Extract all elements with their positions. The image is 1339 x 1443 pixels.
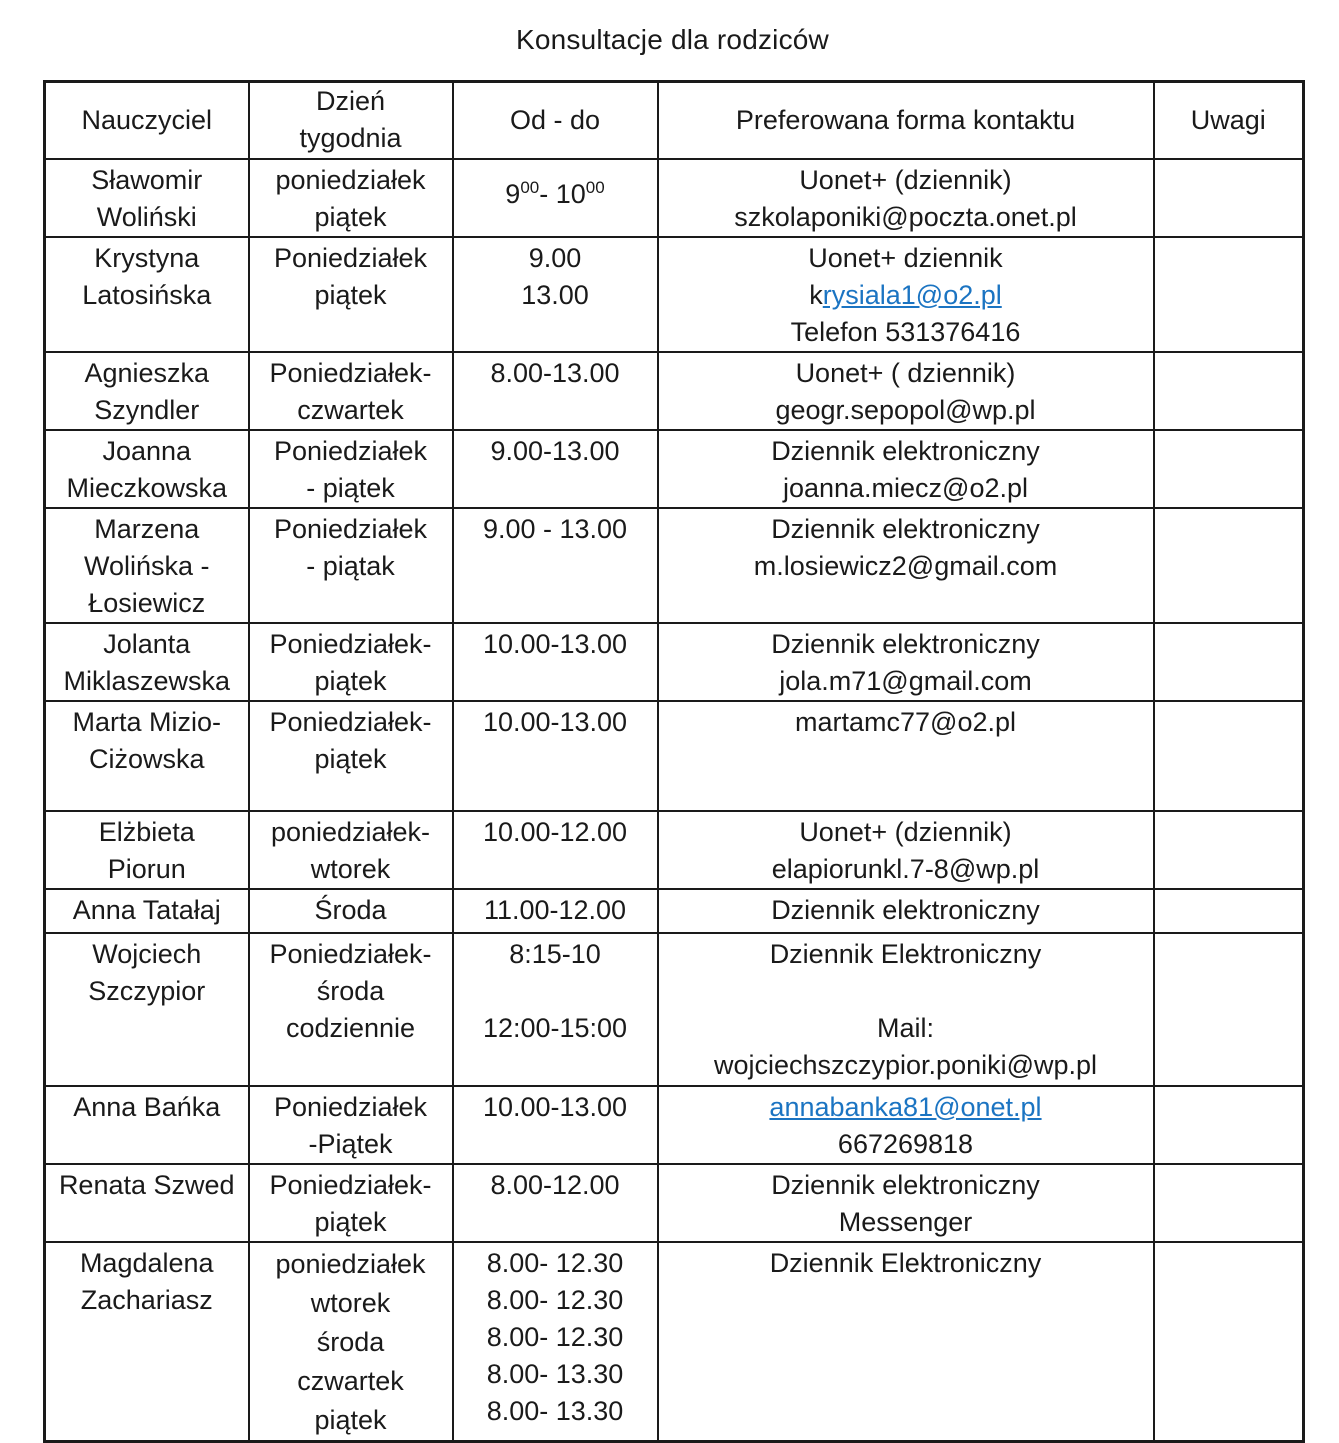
text-segment: Telefon 531376416	[790, 316, 1021, 347]
text-segment: elapiorunkl.7-8@wp.pl	[771, 853, 1040, 884]
text-segment: 8.00- 12.30	[486, 1321, 624, 1352]
table-body	[45, 159, 1304, 1442]
text-segment: Dziennik Elektroniczny	[769, 1247, 1042, 1278]
cell-notes	[1154, 237, 1304, 352]
cell-contact	[658, 508, 1154, 623]
cell-notes	[1154, 352, 1304, 430]
email-link[interactable]: annabanka81@onet.pl	[769, 1091, 1042, 1122]
text-segment: Poniedziałek-	[269, 938, 432, 969]
cell-contact	[658, 430, 1154, 508]
text-segment: Poniedziałek-	[269, 357, 432, 388]
cell-contact	[658, 352, 1154, 430]
header-label: Nauczyciel	[81, 104, 213, 135]
text-segment: martamc77@o2.pl	[795, 706, 1016, 737]
cell-contact	[658, 1164, 1154, 1242]
text-segment: Uonet+ ( dziennik)	[795, 357, 1016, 388]
text-segment: Szyndler	[94, 394, 200, 425]
text-segment: Dziennik elektroniczny	[771, 628, 1040, 659]
cell-day	[249, 811, 453, 889]
text-segment: czwartek	[297, 1365, 404, 1396]
text-segment: Środa	[314, 894, 387, 925]
cell-time	[453, 933, 658, 1086]
cell-name	[45, 933, 249, 1086]
text-segment: 11.00-12.00	[483, 894, 627, 925]
text-segment: Poniedziałek-	[269, 1169, 432, 1200]
text-segment: 10.00-13.00	[482, 628, 628, 659]
text-segment: 9.00	[528, 242, 582, 273]
table-row	[45, 352, 1304, 430]
page-title: Konsultacje dla rodziców	[516, 24, 829, 55]
column-header-time	[453, 82, 658, 159]
table-row	[45, 889, 1304, 933]
table-header	[45, 82, 1304, 159]
text-segment: Messenger	[838, 1206, 973, 1237]
text-segment: Latosińska	[82, 279, 212, 310]
text-segment: Krystyna	[94, 242, 200, 273]
table-row	[45, 430, 1304, 508]
text-segment: Dziennik elektroniczny	[771, 1169, 1040, 1200]
column-header-contact	[658, 82, 1154, 159]
cell-name	[45, 237, 249, 352]
email-link[interactable]: rysiala1@o2.pl	[822, 279, 1002, 310]
column-header-notes	[1154, 82, 1304, 159]
cell-notes	[1154, 623, 1304, 701]
table-row	[45, 508, 1304, 623]
cell-name	[45, 889, 249, 933]
cell-day	[249, 1164, 453, 1242]
text-segment: 10.00-13.00	[482, 706, 628, 737]
cell-contact	[658, 811, 1154, 889]
text-segment: joanna.miecz@o2.pl	[782, 472, 1029, 503]
cell-time	[453, 623, 658, 701]
text-segment: piątek	[314, 665, 387, 696]
table-row	[45, 159, 1304, 237]
text-segment: Joanna	[102, 435, 192, 466]
text-segment	[551, 976, 559, 1006]
text-segment: 10.00-12.00	[482, 816, 628, 847]
text-segment	[902, 976, 910, 1006]
text-segment: Woliński	[96, 201, 197, 232]
consultations-table	[43, 80, 1305, 1443]
text-segment: 8.00- 12.30	[486, 1247, 624, 1278]
cell-name	[45, 430, 249, 508]
text-segment: Anna Bańka	[73, 1091, 221, 1122]
cell-name	[45, 811, 249, 889]
cell-notes	[1154, 701, 1304, 811]
text-segment: czwartek	[297, 394, 404, 425]
table-row	[45, 811, 1304, 889]
text-segment: piątek	[314, 1404, 387, 1435]
text-segment: Łosiewicz	[88, 587, 206, 618]
text-segment: 8.00- 12.30	[486, 1284, 624, 1315]
text-segment: Dziennik elektroniczny	[771, 894, 1040, 925]
header-label: Od - do	[509, 104, 601, 135]
text-segment: Poniedziałek	[273, 242, 428, 273]
text-segment: Poniedziałek-	[269, 628, 432, 659]
header-label: Preferowana forma kontaktu	[735, 104, 1076, 135]
text-segment: 8.00-12.00	[490, 1169, 620, 1200]
text-segment: Elżbieta	[98, 816, 195, 847]
text-segment: Szczypior	[88, 975, 206, 1006]
table-row	[45, 1164, 1304, 1242]
cell-day	[249, 889, 453, 933]
table-row	[45, 623, 1304, 701]
cell-day	[249, 1242, 453, 1442]
text-segment: środa	[316, 975, 385, 1006]
text-segment: - piątek	[306, 472, 395, 503]
cell-notes	[1154, 159, 1304, 237]
cell-name	[45, 1242, 249, 1442]
cell-contact	[658, 701, 1154, 811]
column-header-name	[45, 82, 249, 159]
cell-day	[249, 237, 453, 352]
cell-day	[249, 701, 453, 811]
cell-time	[453, 701, 658, 811]
cell-notes	[1154, 430, 1304, 508]
cell-name	[45, 508, 249, 623]
column-header-day	[249, 82, 453, 159]
cell-contact	[658, 159, 1154, 237]
text-segment: Agnieszka	[84, 357, 210, 388]
text-segment: Mail:	[876, 1012, 934, 1043]
cell-time	[453, 352, 658, 430]
text-segment: 8.00-13.00	[490, 357, 620, 388]
cell-day	[249, 1086, 453, 1164]
text-segment: Uonet+ (dziennik)	[799, 164, 1012, 195]
text-segment: piątek	[314, 201, 387, 232]
text-segment: wojciechszczypior.poniki@wp.pl	[713, 1049, 1098, 1080]
text-segment: 8.00- 13.30	[486, 1358, 624, 1389]
cell-notes	[1154, 1242, 1304, 1442]
cell-time	[453, 508, 658, 623]
text-segment: piątek	[314, 743, 387, 774]
cell-day	[249, 430, 453, 508]
text-segment: - piątak	[306, 550, 395, 581]
cell-time	[453, 430, 658, 508]
text-segment: szkolaponiki@poczta.onet.pl	[734, 201, 1077, 232]
cell-name	[45, 1086, 249, 1164]
text-segment: Renata Szwed	[58, 1169, 235, 1200]
cell-day	[249, 933, 453, 1086]
cell-time	[453, 237, 658, 352]
text-segment: Uonet+ (dziennik)	[799, 816, 1012, 847]
cell-notes	[1154, 933, 1304, 1086]
text-segment: Marta Mizio-	[72, 706, 221, 737]
cell-notes	[1154, 811, 1304, 889]
text-segment: Dziennik elektroniczny	[771, 513, 1040, 544]
cell-notes	[1154, 1086, 1304, 1164]
cell-day	[249, 352, 453, 430]
cell-contact	[658, 933, 1154, 1086]
text-segment: 8:15-10	[509, 938, 601, 969]
text-segment: środa	[316, 1326, 385, 1357]
cell-notes	[1154, 889, 1304, 933]
text-segment: 13.00	[521, 279, 589, 310]
text-segment: codziennie	[285, 1012, 416, 1043]
text-segment: Anna Tatałaj	[72, 894, 221, 925]
text-segment: Sławomir	[91, 164, 203, 195]
text-segment: geogr.sepopol@wp.pl	[775, 394, 1036, 425]
text-segment: Magdalena	[79, 1247, 214, 1278]
cell-time	[453, 811, 658, 889]
text-segment: piątek	[314, 279, 387, 310]
text-segment: Ciżowska	[88, 743, 205, 774]
cell-name	[45, 623, 249, 701]
text-segment: Uonet+ dziennik	[808, 242, 1003, 273]
text-segment: 10.00-13.00	[482, 1091, 628, 1122]
header-label: tygodnia	[299, 123, 402, 154]
text-segment: poniedziałek-	[270, 816, 431, 847]
cell-contact	[658, 889, 1154, 933]
text-segment: Poniedziałek	[273, 435, 428, 466]
table-row	[45, 1086, 1304, 1164]
text-segment: Jolanta	[103, 628, 191, 659]
text-segment: Wolińska -	[83, 550, 210, 581]
superscript-minutes: 00	[585, 177, 605, 197]
cell-time	[453, 1242, 658, 1442]
cell-notes	[1154, 508, 1304, 623]
cell-time	[453, 1164, 658, 1242]
cell-name	[45, 159, 249, 237]
text-segment: Piorun	[107, 853, 186, 884]
cell-day	[249, 159, 453, 237]
cell-notes	[1154, 1164, 1304, 1242]
cell-name	[45, 701, 249, 811]
text-segment: jola.m71@gmail.com	[779, 665, 1032, 696]
header-row	[45, 82, 1304, 159]
text-segment: Dziennik elektroniczny	[771, 435, 1040, 466]
cell-name	[45, 1164, 249, 1242]
table-row	[45, 237, 1304, 352]
text-segment: 9.00 - 13.00	[482, 513, 628, 544]
text-segment: Zachariasz	[80, 1284, 213, 1315]
text-segment: wtorek	[310, 1287, 391, 1318]
cell-day	[249, 508, 453, 623]
text-segment: 9	[505, 178, 521, 209]
table-row	[45, 1242, 1304, 1442]
text-segment: k	[809, 279, 823, 310]
table-row	[45, 933, 1304, 1086]
cell-time	[453, 159, 658, 237]
text-segment: 9.00-13.00	[490, 435, 620, 466]
text-segment: Poniedziałek	[273, 1091, 428, 1122]
cell-contact	[658, 1242, 1154, 1442]
text-segment: 8.00- 13.30	[486, 1395, 624, 1426]
cell-time	[453, 889, 658, 933]
table-row	[45, 701, 1304, 811]
header-label: Uwagi	[1190, 104, 1266, 135]
text-segment: Wojciech	[92, 938, 202, 969]
text-segment: m.losiewicz2@gmail.com	[753, 550, 1058, 581]
text-segment: Poniedziałek	[273, 513, 428, 544]
superscript-minutes: 00	[520, 177, 540, 197]
text-segment: poniedziałek	[275, 1248, 426, 1279]
text-segment: 667269818	[837, 1128, 974, 1159]
cell-name	[45, 352, 249, 430]
cell-contact	[658, 623, 1154, 701]
text-segment: wtorek	[310, 853, 391, 884]
text-segment: piątek	[314, 1206, 387, 1237]
text-segment: -Piątek	[308, 1128, 393, 1159]
header-label: Dzień	[315, 86, 386, 117]
text-segment: Mieczkowska	[66, 472, 228, 503]
text-segment: Miklaszewska	[63, 665, 231, 696]
text-segment: Marzena	[94, 513, 200, 544]
text-segment: 12:00-15:00	[482, 1012, 628, 1043]
text-segment: - 10	[539, 178, 586, 209]
text-segment: Poniedziałek-	[269, 706, 432, 737]
text-segment: Dziennik Elektroniczny	[769, 938, 1042, 969]
cell-contact	[658, 1086, 1154, 1164]
cell-contact	[658, 237, 1154, 352]
text-segment: poniedziałek	[275, 164, 426, 195]
cell-time	[453, 1086, 658, 1164]
cell-day	[249, 623, 453, 701]
